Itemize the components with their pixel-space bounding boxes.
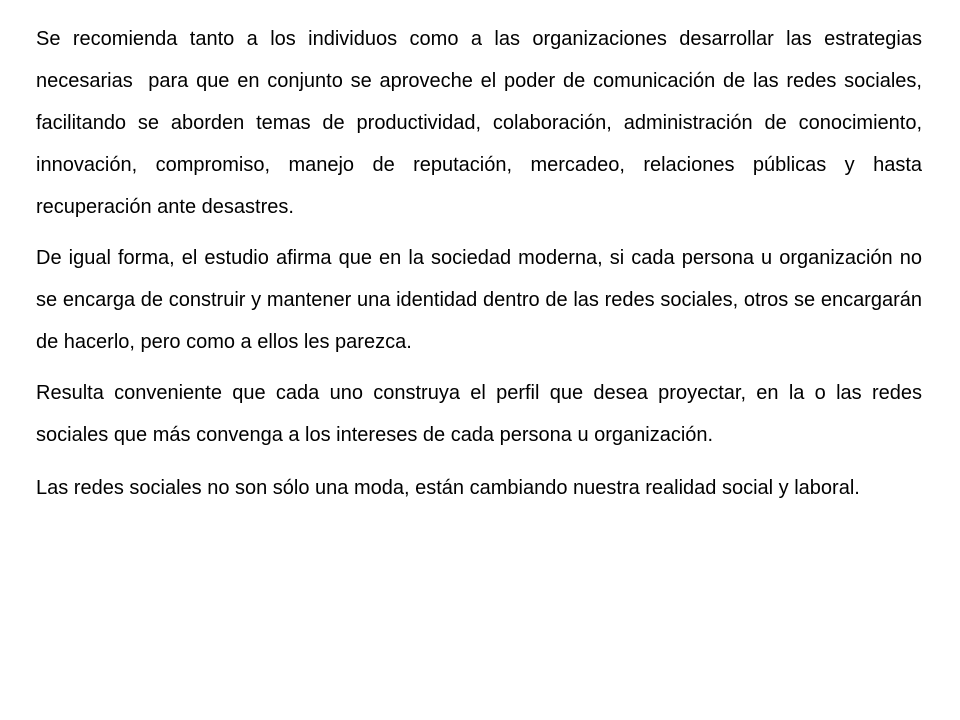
paragraph-profile: Resulta conveniente que cada uno construya el perfil que desea proyectar, en la o las redes sociales que más convenga a los intereses de cada persona u organización. [36, 382, 928, 446]
paragraph-identity: De igual forma, el estudio afirma que en la sociedad moderna, si cada persona u organización no se encarga de construir y mantener una identidad dentro de las redes sociales, otros se encargarán de hacerlo, pero como a ellos les parezca. [36, 247, 928, 353]
paragraph-conclusion: Las redes sociales no son sólo una moda, están cambiando nuestra realidad social y laboral. [36, 477, 860, 499]
paragraph-recommendation: Se recomienda tanto a los individuos como a las organizaciones desarrollar las estrategias necesarias para que en conjunto se aproveche el poder de comunicación de las redes sociales, facilitando se aborden temas de productividad, colaboración, administración de conocimiento, innovación, compromiso, manejo de reputación, mercadeo, relaciones públicas y hasta recuperación ante desastres. [36, 28, 928, 218]
